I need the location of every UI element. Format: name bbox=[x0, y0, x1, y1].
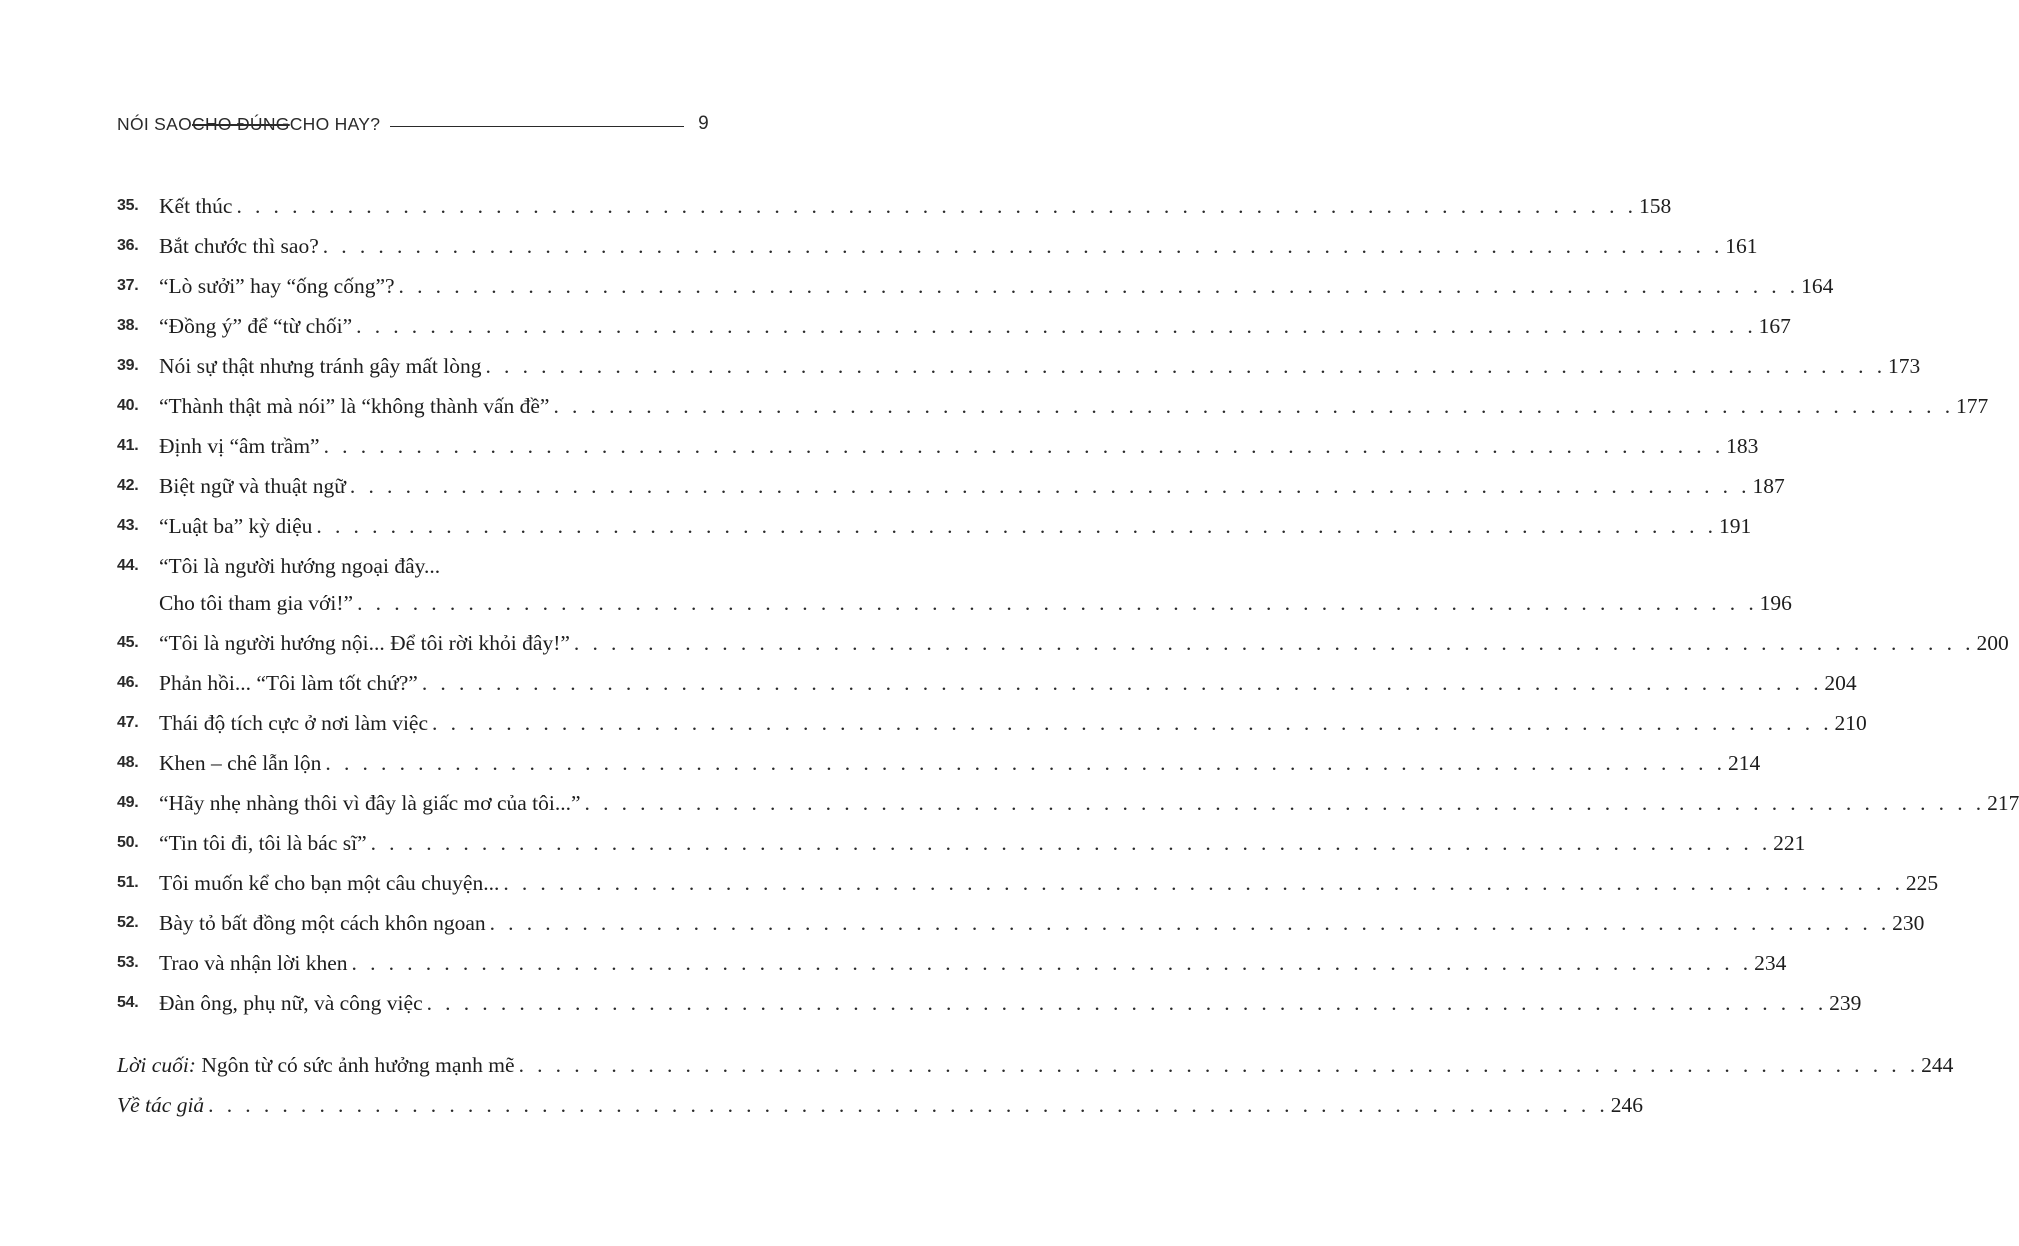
toc-entry-title bbox=[117, 1045, 515, 1085]
toc-entry-title: Định vị “âm trầm” bbox=[159, 434, 320, 458]
toc-entry[interactable] bbox=[117, 386, 1989, 426]
toc-entry-page: 200 bbox=[1976, 631, 2009, 655]
toc-entry-body bbox=[159, 506, 1752, 546]
toc-entry[interactable] bbox=[117, 623, 2009, 663]
toc-entry-number: 47. bbox=[117, 714, 139, 731]
toc-entry-body bbox=[159, 623, 2009, 663]
toc-entry-line bbox=[159, 306, 1791, 346]
dot-leader: . . . . . . . . . . . . . . . . . . . . . . . . . . . . . . . . . . . . . . . . . . . . . . . . . . . . . . . . . . . . . . . . . . . . . . . . . . . . bbox=[236, 194, 1637, 218]
toc-entry-number: 38. bbox=[117, 317, 139, 334]
toc-entry-line bbox=[159, 506, 1752, 546]
toc-entry-title: Thái độ tích cực ở nơi làm việc bbox=[159, 711, 429, 735]
toc-entry-number: 48. bbox=[117, 754, 139, 771]
toc-entry-title: “Tin tôi đi, tôi là bác sĩ” bbox=[159, 831, 367, 855]
toc-entry-line bbox=[159, 466, 1785, 506]
toc-entry-body bbox=[159, 306, 1791, 346]
toc-entry-line bbox=[159, 186, 1672, 226]
toc-entry-page: 234 bbox=[1754, 951, 1787, 975]
toc-entry-body bbox=[117, 1085, 1643, 1125]
toc-entry-page: 183 bbox=[1726, 434, 1759, 458]
toc-entry-line bbox=[159, 426, 1759, 466]
toc-entry-body bbox=[159, 663, 1857, 703]
toc-entry-page: 191 bbox=[1718, 514, 1752, 538]
dot-leader: . . . . . . . . . . . . . . . . . . . . . . . . . . . . . . . . . . . . . . . . . . . . . . . . . . . . . . . . . . . . . . . . . . . . . . . . . . . . bbox=[503, 871, 1904, 895]
toc-entry[interactable] bbox=[117, 466, 1785, 506]
toc-entry-line bbox=[159, 663, 1857, 703]
toc-entry-line bbox=[159, 623, 2009, 663]
dot-leader: . . . . . . . . . . . . . . . . . . . . . . . . . . . . . . . . . . . . . . . . . . . . . . . . . . . . . . . . . . . . . . . . . . . . . . . . . . . . bbox=[573, 631, 1975, 655]
back-matter bbox=[117, 1045, 1954, 1125]
dot-leader: . . . . . . . . . . . . . . . . . . . . . . . . . . . . . . . . . . . . . . . . . . . . . . . . . . . . . . . . . . . . . . . . . . . . . . . . . . . . bbox=[584, 791, 1986, 815]
toc-entry[interactable] bbox=[117, 903, 1925, 943]
dot-leader: . . . . . . . . . . . . . . . . . . . . . . . . . . . . . . . . . . . . . . . . . . . . . . . . . . . . . . . . . . . . . . . . . . . . . . . . . . . . bbox=[370, 831, 1772, 855]
toc-entry-line bbox=[159, 226, 1758, 266]
toc-entry-line bbox=[159, 823, 1806, 863]
toc-entry-number: 39. bbox=[117, 357, 139, 374]
header-title-part1: NÓI SAO bbox=[117, 113, 193, 134]
toc-entry-number: 53. bbox=[117, 954, 139, 971]
toc-entry-number: 54. bbox=[117, 994, 139, 1011]
toc-entry-page: 177 bbox=[1955, 394, 1989, 418]
toc-entry[interactable] bbox=[117, 546, 1792, 623]
toc-entry-page: 158 bbox=[1638, 194, 1672, 218]
header-title-struck: CHO ĐÚNG bbox=[192, 113, 290, 134]
toc-entry-line bbox=[159, 346, 1921, 386]
toc-entry-body bbox=[159, 943, 1787, 983]
toc-entry-page: 225 bbox=[1905, 871, 1939, 895]
table-of-contents bbox=[117, 186, 2019, 1125]
toc-entry-title: Khen – chê lẫn lộn bbox=[159, 751, 322, 775]
dot-leader: . . . . . . . . . . . . . . . . . . . . . . . . . . . . . . . . . . . . . . . . . . . . . . . . . . . . . . . . . . . . . . . . . . . . . . . . . . . . bbox=[322, 234, 1724, 258]
toc-entry-line bbox=[159, 863, 1939, 903]
toc-entry-number: 44. bbox=[117, 557, 139, 574]
toc-entry-line bbox=[159, 983, 1862, 1023]
toc-entry-body bbox=[159, 783, 2019, 823]
toc-entry-body bbox=[159, 466, 1785, 506]
toc-entry-title: Trao và nhận lời khen bbox=[159, 951, 348, 975]
toc-entry-body bbox=[159, 983, 1862, 1023]
toc-entry-page: 244 bbox=[1921, 1053, 1954, 1077]
toc-entries bbox=[117, 186, 2019, 1023]
toc-entry[interactable] bbox=[117, 863, 1939, 903]
toc-entry-number: 43. bbox=[117, 517, 139, 534]
toc-entry-title: “Hãy nhẹ nhàng thôi vì đây là giấc mơ của tôi...” bbox=[159, 791, 581, 815]
toc-entry-number: 40. bbox=[117, 397, 139, 414]
toc-entry-body bbox=[159, 386, 1989, 426]
toc-entry-title: “Tôi là người hướng nội... Để tôi rời khỏi đây!” bbox=[159, 631, 570, 655]
toc-entry-title: “Thành thật mà nói” là “không thành vấn đề” bbox=[159, 394, 550, 418]
afterword-label: Lời cuối: bbox=[117, 1053, 196, 1077]
toc-entry-line bbox=[159, 583, 1792, 623]
toc-entry[interactable] bbox=[117, 346, 1921, 386]
toc-entry-title: Bày tỏ bất đồng một cách khôn ngoan bbox=[159, 911, 486, 935]
toc-entry[interactable] bbox=[117, 226, 1758, 266]
dot-leader: . . . . . . . . . . . . . . . . . . . . . . . . . . . . . . . . . . . . . . . . . . . . . . . . . . . . . . . . . . . . . . . . . . . . . . . . . . . . bbox=[553, 394, 1954, 418]
toc-entry[interactable] bbox=[117, 743, 1761, 783]
toc-entry-title: “Đồng ý” để “từ chối” bbox=[159, 314, 353, 338]
toc-entry-title: Đàn ông, phụ nữ, và công việc bbox=[159, 991, 423, 1015]
toc-entry-number: 41. bbox=[117, 437, 139, 454]
toc-entry[interactable] bbox=[117, 983, 1862, 1023]
toc-entry[interactable] bbox=[117, 506, 1752, 546]
toc-entry-number: 37. bbox=[117, 277, 139, 294]
toc-entry-page: 221 bbox=[1773, 831, 1806, 855]
toc-entry-title: Kết thúc bbox=[159, 194, 233, 218]
toc-entry-line bbox=[159, 266, 1834, 306]
toc-entry-body bbox=[159, 546, 1792, 623]
toc-entry-number: 45. bbox=[117, 634, 139, 651]
toc-entry-body bbox=[159, 426, 1759, 466]
toc-entry-body bbox=[159, 743, 1761, 783]
toc-entry-number: 36. bbox=[117, 237, 139, 254]
header-rule bbox=[390, 126, 684, 127]
toc-entry[interactable] bbox=[117, 703, 1867, 743]
toc-entry-title bbox=[117, 1085, 204, 1125]
toc-entry-number: 35. bbox=[117, 197, 139, 214]
toc-entry-body bbox=[159, 346, 1921, 386]
running-header bbox=[117, 110, 709, 138]
dot-leader: . . . . . . . . . . . . . . . . . . . . . . . . . . . . . . . . . . . . . . . . . . . . . . . . . . . . . . . . . . . . . . . . . . . . . . . . . . . . bbox=[421, 671, 1823, 695]
toc-entry-body bbox=[159, 226, 1758, 266]
toc-entry-page: 196 bbox=[1759, 591, 1792, 615]
dot-leader: . . . . . . . . . . . . . . . . . . . . . . . . . . . . . . . . . . . . . . . . . . . . . . . . . . . . . . . . . . . . . . . . . . . . . . . . . . . . bbox=[398, 274, 1800, 298]
header-title-part2: CHO HAY? bbox=[289, 113, 381, 134]
dot-leader: . . . . . . . . . . . . . . . . . . . . . . . . . . . . . . . . . . . . . . . . . . . . . . . . . . . . . . . . . . . . . . . . . . . . . . . . . . . . bbox=[208, 1093, 1609, 1117]
toc-entry[interactable] bbox=[117, 943, 1787, 983]
toc-entry-line bbox=[159, 783, 2019, 823]
dot-leader: . . . . . . . . . . . . . . . . . . . . . . . . . . . . . . . . . . . . . . . . . . . . . . . . . . . . . . . . . . . . . . . . . . . . . . . . . . . . bbox=[489, 911, 1891, 935]
toc-entry[interactable] bbox=[117, 663, 1857, 703]
toc-entry-body bbox=[159, 863, 1939, 903]
toc-entry-line bbox=[159, 386, 1989, 426]
dot-leader: . . . . . . . . . . . . . . . . . . . . . . . . . . . . . . . . . . . . . . . . . . . . . . . . . . . . . . . . . . . . . . . . . . . . . . . . . . . . bbox=[323, 434, 1725, 458]
toc-entry-number: 46. bbox=[117, 674, 139, 691]
toc-entry[interactable] bbox=[117, 266, 1834, 306]
toc-entry-page: 210 bbox=[1834, 711, 1867, 735]
dot-leader: . . . . . . . . . . . . . . . . . . . . . . . . . . . . . . . . . . . . . . . . . . . . . . . . . . . . . . . . . . . . . . . . . . . . . . . . . . . . bbox=[426, 991, 1828, 1015]
toc-entry-title: Cho tôi tham gia với!” bbox=[159, 591, 354, 615]
toc-entry[interactable] bbox=[117, 186, 1672, 226]
toc-entry-page: 217 bbox=[1987, 791, 2019, 815]
toc-entry[interactable] bbox=[117, 783, 2019, 823]
toc-entry-page: 204 bbox=[1824, 671, 1857, 695]
toc-entry-title: Nói sự thật nhưng tránh gây mất lòng bbox=[159, 354, 482, 378]
toc-entry-page: 164 bbox=[1801, 274, 1834, 298]
toc-entry-page: 161 bbox=[1725, 234, 1758, 258]
toc-entry-title: Bắt chước thì sao? bbox=[159, 234, 319, 258]
dot-leader: . . . . . . . . . . . . . . . . . . . . . . . . . . . . . . . . . . . . . . . . . . . . . . . . . . . . . . . . . . . . . . . . . . . . . . . . . . . . bbox=[357, 591, 1758, 615]
toc-entry-page: 214 bbox=[1727, 751, 1761, 775]
toc-entry-line bbox=[159, 743, 1761, 783]
toc-entry-about-author[interactable] bbox=[117, 1085, 1643, 1125]
toc-entry-line bbox=[117, 1045, 1954, 1085]
toc-entry-body bbox=[159, 186, 1672, 226]
toc-entry-title: “Luật ba” kỳ diệu bbox=[159, 514, 313, 538]
toc-entry-page: 246 bbox=[1610, 1093, 1643, 1117]
toc-entry-line bbox=[117, 1085, 1643, 1125]
toc-entry-page: 173 bbox=[1888, 354, 1921, 378]
toc-entry-page: 187 bbox=[1752, 474, 1785, 498]
toc-entry-body bbox=[159, 703, 1867, 743]
toc-entry-number: 49. bbox=[117, 794, 139, 811]
dot-leader: . . . . . . . . . . . . . . . . . . . . . . . . . . . . . . . . . . . . . . . . . . . . . . . . . . . . . . . . . . . . . . . . . . . . . . . . . . . . bbox=[349, 474, 1751, 498]
dot-leader: . . . . . . . . . . . . . . . . . . . . . . . . . . . . . . . . . . . . . . . . . . . . . . . . . . . . . . . . . . . . . . . . . . . . . . . . . . . . bbox=[485, 354, 1886, 378]
dot-leader: . . . . . . . . . . . . . . . . . . . . . . . . . . . . . . . . . . . . . . . . . . . . . . . . . . . . . . . . . . . . . . . . . . . . . . . . . . . . bbox=[518, 1053, 1920, 1077]
toc-entry-title-line1: “Tôi là người hướng ngoại đây... bbox=[159, 554, 441, 578]
toc-entry-title: Tôi muốn kể cho bạn một câu chuyện... bbox=[159, 871, 500, 895]
toc-entry-line bbox=[159, 703, 1867, 743]
dot-leader: . . . . . . . . . . . . . . . . . . . . . . . . . . . . . . . . . . . . . . . . . . . . . . . . . . . . . . . . . . . . . . . . . . . . . . . . . . . . bbox=[351, 951, 1753, 975]
dot-leader: . . . . . . . . . . . . . . . . . . . . . . . . . . . . . . . . . . . . . . . . . . . . . . . . . . . . . . . . . . . . . . . . . . . . . . . . . . . . bbox=[325, 751, 1726, 775]
toc-entry[interactable] bbox=[117, 823, 1806, 863]
page-number: 9 bbox=[698, 113, 709, 134]
toc-entry-body bbox=[159, 266, 1834, 306]
toc-entry-body bbox=[117, 1045, 1954, 1085]
toc-entry-page: 167 bbox=[1758, 314, 1791, 338]
toc-entry-title: “Lò sưởi” hay “ống cống”? bbox=[159, 274, 395, 298]
toc-entry-number: 51. bbox=[117, 874, 139, 891]
dot-leader: . . . . . . . . . . . . . . . . . . . . . . . . . . . . . . . . . . . . . . . . . . . . . . . . . . . . . . . . . . . . . . . . . . . . . . . . . . . . bbox=[356, 314, 1757, 338]
about-label: Về tác giả bbox=[117, 1093, 205, 1117]
toc-entry-page: 239 bbox=[1829, 991, 1862, 1015]
afterword-title: Ngôn từ có sức ảnh hưởng mạnh mẽ bbox=[195, 1053, 515, 1077]
toc-entry-number: 50. bbox=[117, 834, 139, 851]
dot-leader: . . . . . . . . . . . . . . . . . . . . . . . . . . . . . . . . . . . . . . . . . . . . . . . . . . . . . . . . . . . . . . . . . . . . . . . . . . . . bbox=[316, 514, 1717, 538]
toc-entry-page: 230 bbox=[1892, 911, 1925, 935]
toc-entry-body bbox=[159, 903, 1925, 943]
toc-entry[interactable] bbox=[117, 426, 1759, 466]
toc-entry-number: 42. bbox=[117, 477, 139, 494]
toc-entry[interactable] bbox=[117, 306, 1791, 346]
dot-leader: . . . . . . . . . . . . . . . . . . . . . . . . . . . . . . . . . . . . . . . . . . . . . . . . . . . . . . . . . . . . . . . . . . . . . . . . . . . . bbox=[432, 711, 1833, 735]
toc-entry-body bbox=[159, 823, 1806, 863]
toc-entry-line bbox=[159, 903, 1925, 943]
toc-entry-number: 52. bbox=[117, 914, 139, 931]
toc-entry-afterword[interactable] bbox=[117, 1045, 1954, 1085]
toc-entry-title: Phản hồi... “Tôi làm tốt chứ?” bbox=[159, 671, 418, 695]
toc-entry-title: Biệt ngữ và thuật ngữ bbox=[159, 474, 346, 498]
toc-entry-line bbox=[159, 943, 1787, 983]
